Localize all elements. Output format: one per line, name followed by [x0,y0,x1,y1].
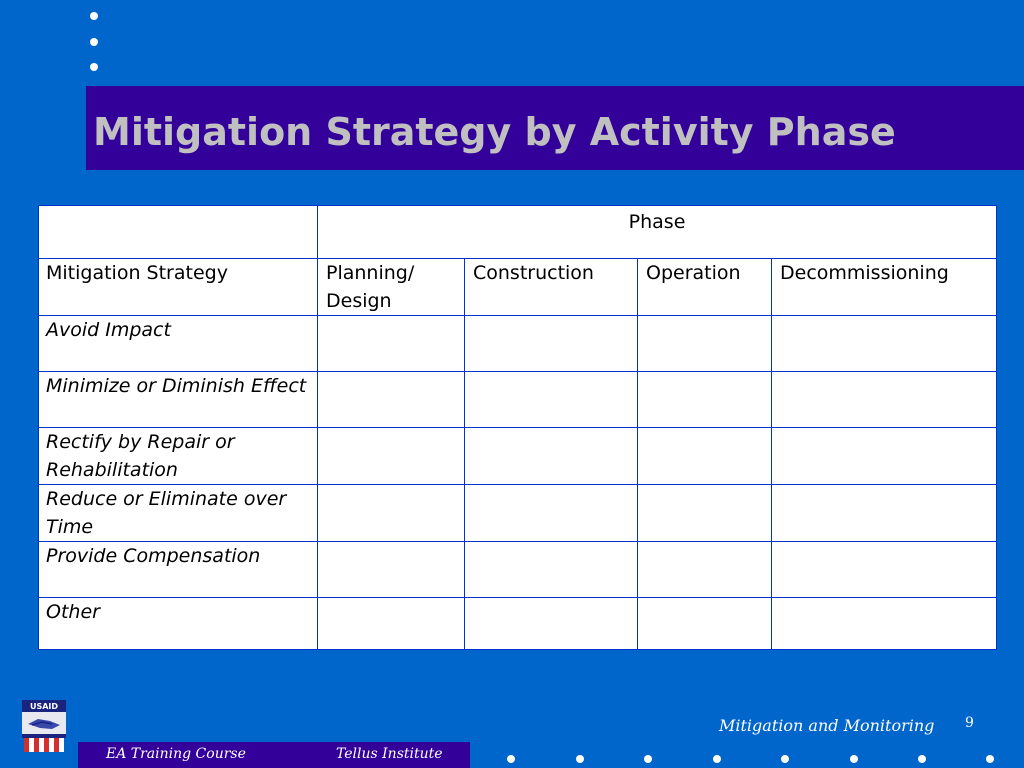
decorative-dot [781,755,789,763]
decorative-dot [90,12,98,20]
table-cell [318,598,465,650]
table-cell [638,598,772,650]
row-label-other: Other [39,598,318,650]
phase-header-label: Phase [628,211,686,233]
table-cell [318,428,465,485]
table-cell [772,485,997,542]
table-cell [465,485,638,542]
column-header-decommissioning: Decommissioning [772,259,997,316]
table-cell [772,316,997,372]
usaid-logo [22,700,66,752]
footer-organization: Tellus Institute [336,746,443,762]
row-label-reduce: Reduce or Eliminate over Time [39,485,318,542]
table-cell [465,598,638,650]
table-cell [638,428,772,485]
decorative-dot [507,755,515,763]
table-row [39,542,997,598]
column-header-construction: Construction [465,259,638,316]
footer-bar [78,742,470,768]
table-column-header-row [39,259,997,316]
decorative-dot [90,38,98,46]
mitigation-table [38,205,997,650]
table-cell [772,598,997,650]
table-cell [318,485,465,542]
table-row [39,598,997,650]
footer-course-name: EA Training Course [106,746,246,762]
table-cell [465,428,638,485]
table-cell [772,372,997,428]
column-header-strategy: Mitigation Strategy [39,259,318,316]
decorative-dot [90,63,98,71]
table-row [39,428,997,485]
decorative-dot [576,755,584,763]
row-label-compensation: Provide Compensation [39,542,318,598]
table-row [39,485,997,542]
column-header-operation: Operation [638,259,772,316]
table-cell [638,372,772,428]
decorative-dot [644,755,652,763]
table-cell [465,316,638,372]
row-label-rectify: Rectify by Repair or Rehabilitation [39,428,318,485]
table-corner-cell [39,206,318,259]
usaid-logo-text: USAID [29,702,59,711]
phase-group-header [318,206,997,259]
table-cell [638,542,772,598]
slide-title: Mitigation Strategy by Activity Phase [93,110,896,154]
decorative-dot [986,755,994,763]
row-label-minimize: Minimize or Diminish Effect [39,372,318,428]
decorative-dot [850,755,858,763]
table-row [39,372,997,428]
table-cell [318,316,465,372]
title-bar [86,86,1024,170]
page-number: 9 [965,715,974,731]
table-cell [638,316,772,372]
table-cell [318,542,465,598]
decorative-dot [713,755,721,763]
table-group-header-row [39,206,997,259]
footer-section-title: Mitigation and Monitoring [719,716,935,735]
column-header-planning: Planning/ Design [318,259,465,316]
table-cell [465,372,638,428]
row-label-avoid-impact: Avoid Impact [39,316,318,372]
decorative-dot [918,755,926,763]
table-cell [772,542,997,598]
table-row [39,316,997,372]
table-cell [465,542,638,598]
table-cell [772,428,997,485]
table-cell [638,485,772,542]
table-cell [318,372,465,428]
